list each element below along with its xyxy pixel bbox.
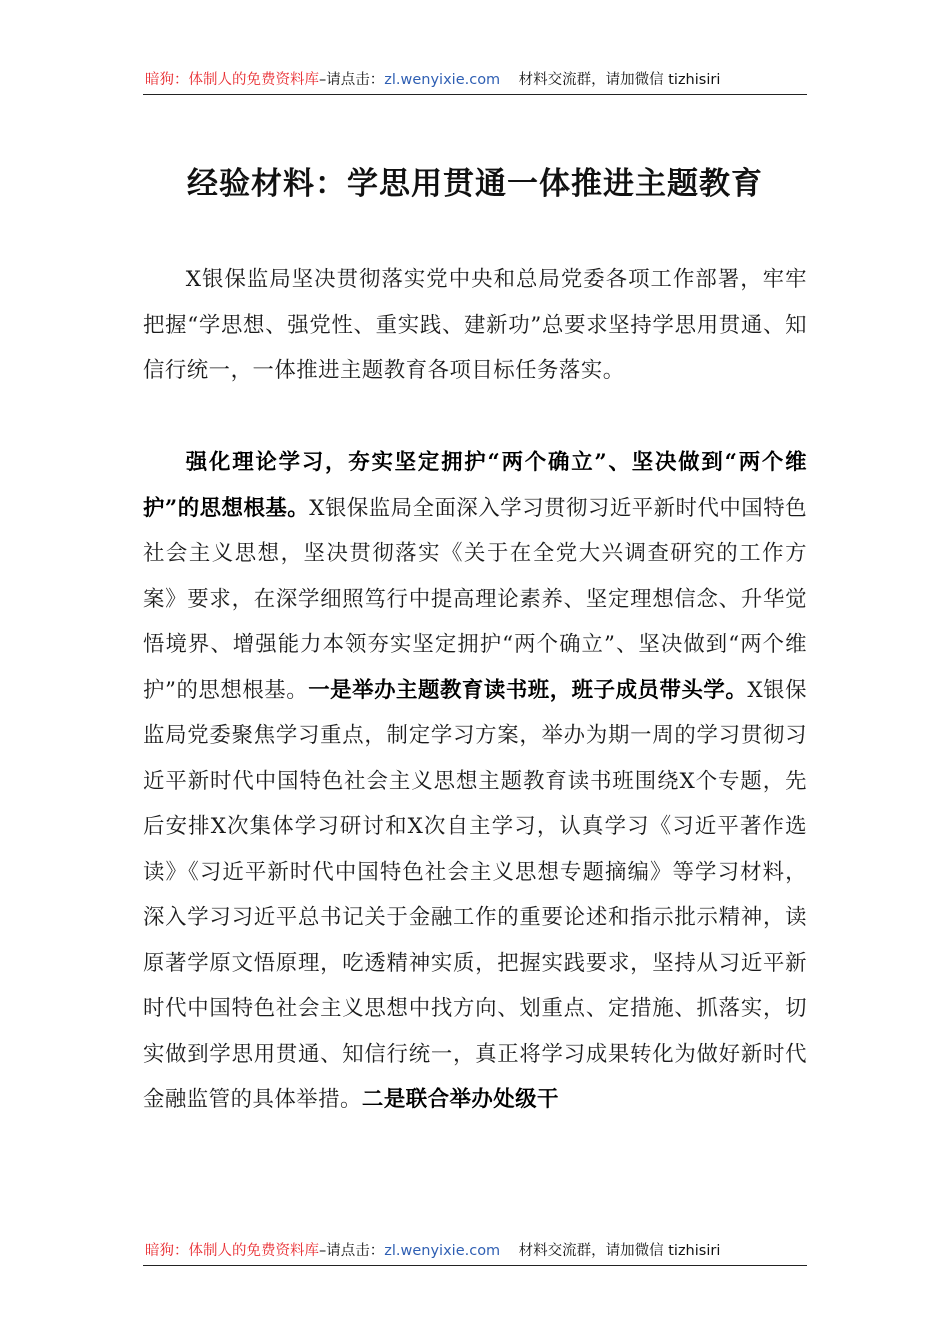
- paragraph-theory-study: [143, 440, 807, 1192]
- section-text-2: X银保监局党委聚焦学习重点，制定学习方案，举办为期一周的学习贯彻习近平新时代中国特色社会主义思想主题教育读书班围绕X个专题，先后安排X次集体学习研讨和X次自主学习，认真学习《习近平著作选读》《习近平新时代中国特色社会主义思想专题摘编》等学习材料，深入学习习近平总书记关于金融工作的重要论述和指示批示精神，读原著学原文悟原理，吃透精神实质，把握实践要求，坚持从习近平新时代中国特色社会主义思想中找方向、划重点、定措施、抓落实，切实做到学思用贯通、知信行统一，真正将学习成果转化为做好新时代金融监管的具体举措。: [143, 677, 807, 1112]
- section-text-1: X银保监局全面深入学习贯彻习近平新时代中国特色社会主义思想，坚决贯彻落实《关于在全党大兴调查研究的工作方案》要求，在深学细照笃行中提高理论素养、坚定理想信念、升华觉悟境界、增强能力本领夯实坚定拥护“两个确立”、坚决做到“两个维护”的思想根基。: [143, 495, 807, 703]
- footer-banner: [145, 1241, 807, 1261]
- point-two-heading: 二是联合举办处级干: [361, 1087, 559, 1112]
- header-contact: 材料交流群，请加微信 tizhisiri: [518, 72, 721, 88]
- footer-divider: [143, 1265, 807, 1266]
- header-banner: [145, 70, 807, 90]
- footer-url-link[interactable]: zl.wenyixie.com: [384, 1243, 501, 1259]
- point-one-heading: 一是举办主题教育读书班，班子成员带头学。: [308, 677, 748, 703]
- document-title: 经验材料：学思用贯通一体推进主题教育: [187, 166, 763, 202]
- header-brand: 暗狗：体制人的免费资料库: [145, 72, 319, 88]
- paragraph-intro-text: X银保监局坚决贯彻落实党中央和总局党委各项工作部署，牢牢把握“学思想、强党性、重实践、建新功”总要求坚持学思用贯通、知信行统一，一体推进主题教育各项目标任务落实。: [143, 267, 807, 383]
- header-prompt: –请点击：: [319, 72, 385, 88]
- section-heading: 强化理论学习，夯实坚定拥护“两个确立”、坚决做到“两个维护”的思想根基。: [143, 450, 807, 521]
- footer-brand: 暗狗：体制人的免费资料库: [145, 1243, 319, 1259]
- paragraph-intro: [143, 257, 807, 394]
- footer-contact: 材料交流群，请加微信 tizhisiri: [518, 1243, 721, 1259]
- header-url-link[interactable]: zl.wenyixie.com: [384, 72, 501, 88]
- header-divider: [143, 94, 807, 95]
- footer-prompt: –请点击：: [319, 1243, 385, 1259]
